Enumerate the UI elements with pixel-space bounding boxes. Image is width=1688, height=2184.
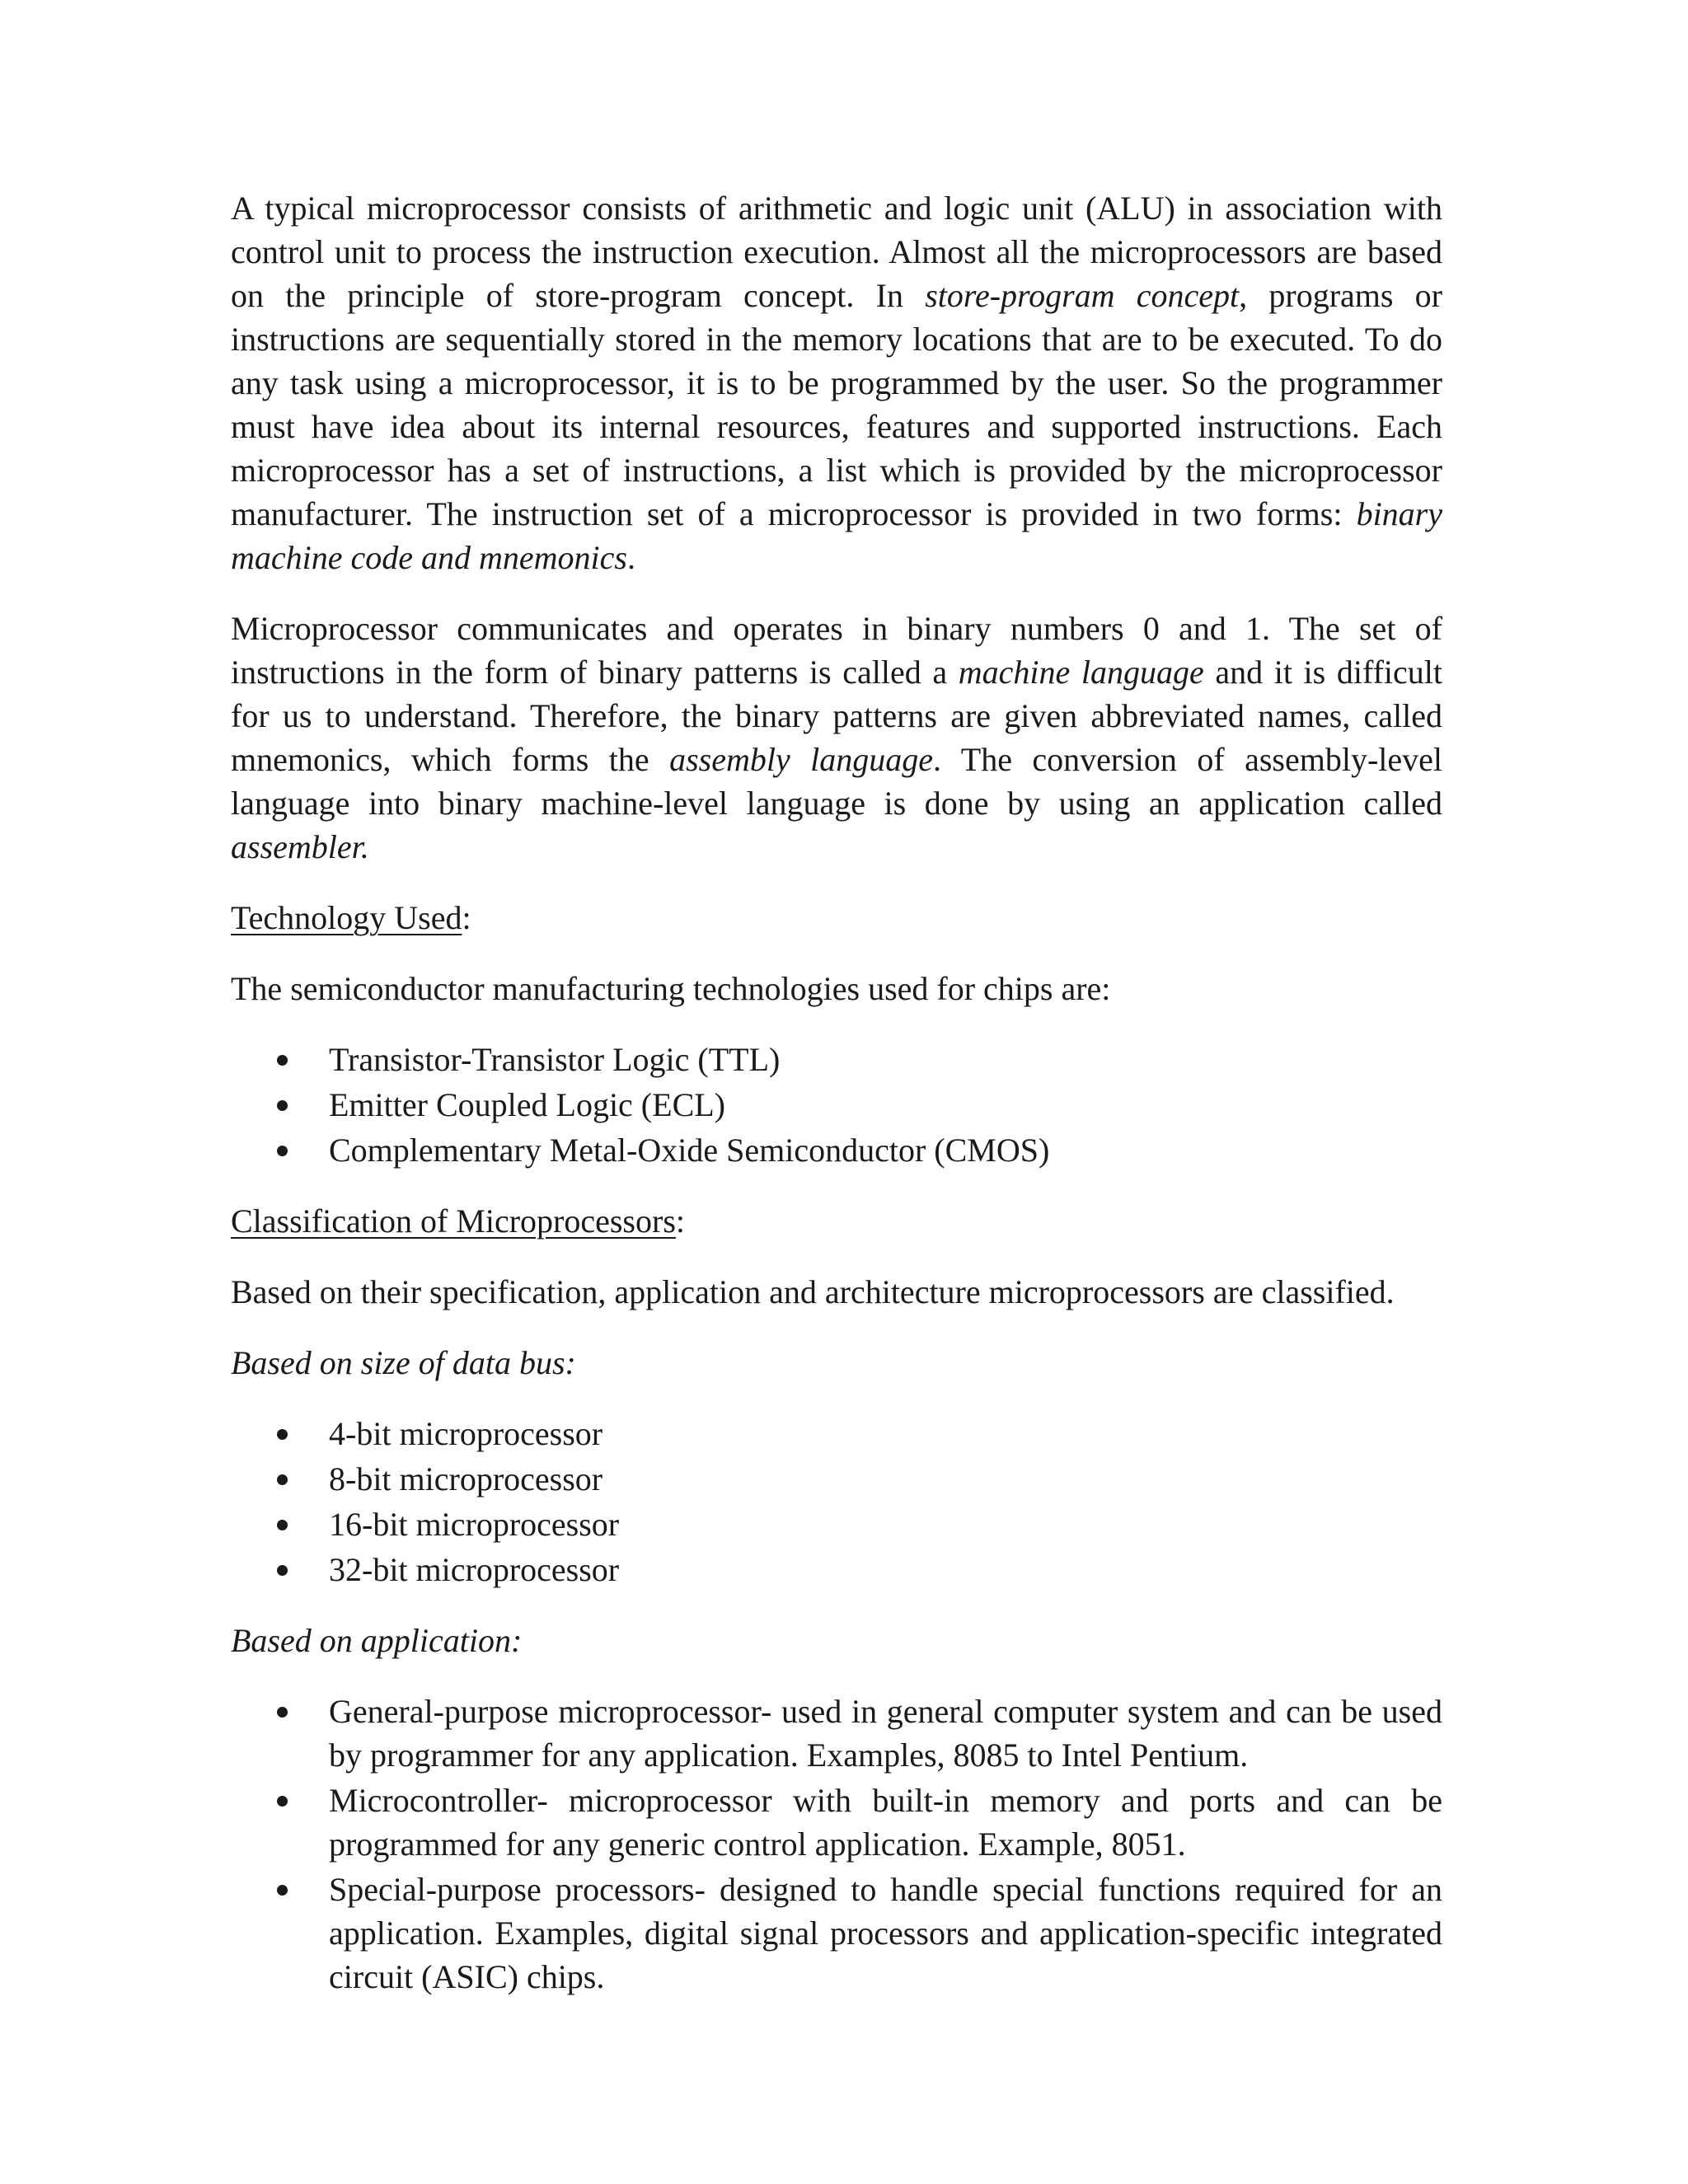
italic-term: machine language — [958, 654, 1204, 691]
italic-term: assembler. — [231, 828, 369, 865]
bullet-icon — [277, 1707, 288, 1718]
list-item — [231, 1083, 1442, 1127]
application-subheading: Based on application: — [231, 1622, 523, 1659]
italic-term: binary machine code and mnemonics — [231, 495, 1442, 576]
list-item-text: 16-bit microprocessor — [329, 1506, 620, 1543]
list-item — [231, 1412, 1442, 1455]
text-run: and it is difficult for us to understand. Therefore, the binary patterns are given abbreviated names, called mnemonics, which forms the — [231, 654, 1442, 778]
list-item — [231, 1502, 1442, 1546]
heading-colon: : — [462, 899, 471, 936]
list-item-text: Emitter Coupled Logic (ECL) — [329, 1086, 725, 1123]
text-run: . The conversion of assembly-level language into binary machine-level language is done by using an application called — [231, 741, 1442, 822]
bullet-icon — [277, 1146, 288, 1156]
italic-term: store-program concept — [925, 277, 1240, 314]
text-run: A typical microprocessor consists of arithmetic and logic unit (ALU) in association with control unit to process the instruction execution. Almost all the microprocessors are based on the principle of store-program concept. In — [231, 190, 1442, 314]
intro-paragraph-1 — [231, 186, 1442, 579]
list-item-text: General-purpose microprocessor- used in general computer system and can be used by programmer for any application. Examples, 8085 to Intel Pentium. — [329, 1693, 1442, 1774]
bullet-icon — [277, 1885, 288, 1896]
list-item-text: 4-bit microprocessor — [329, 1415, 603, 1452]
list-item — [231, 1038, 1442, 1081]
intro-paragraph-2 — [231, 607, 1442, 869]
text-run: , programs or instructions are sequentially stored in the memory locations that are to be executed. To do any task using a microprocessor, it is to be programmed by the user. So the programmer must have idea about its internal resources, features and supported instructions. Each microprocessor has a set of instructions, a list which is provided by the microprocessor manufacturer. The instruction set of a microprocessor is provided in two forms: — [231, 277, 1442, 532]
bullet-icon — [277, 1055, 288, 1066]
italic-term: assembly language — [669, 741, 934, 778]
list-item-text: Complementary Metal-Oxide Semiconductor (CMOS) — [329, 1132, 1050, 1169]
text-run: . — [626, 539, 635, 576]
application-list — [231, 1690, 1442, 1999]
list-item-text: Special-purpose processors- designed to handle special functions required for an application. Examples, digital signal processors and application-specific integrated circuit (ASIC) chips. — [329, 1871, 1442, 1995]
classification-lead: Based on their specification, application and architecture microprocessors are classified. — [231, 1273, 1395, 1310]
list-item-text: 8-bit microprocessor — [329, 1460, 603, 1497]
list-item — [231, 1779, 1442, 1866]
technology-heading — [231, 896, 1442, 940]
text-run: Microprocessor communicates and operates in binary numbers 0 and 1. The set of instructions in the form of binary patterns is called a — [231, 610, 1442, 691]
bullet-icon — [277, 1520, 288, 1530]
bullet-icon — [277, 1429, 288, 1440]
list-item — [231, 1868, 1442, 1999]
technology-list — [231, 1038, 1442, 1172]
list-item-text: 32-bit microprocessor — [329, 1551, 620, 1588]
bullet-icon — [277, 1474, 288, 1485]
classification-heading — [231, 1199, 1442, 1243]
bullet-icon — [277, 1565, 288, 1576]
heading-colon: : — [675, 1202, 686, 1240]
technology-lead: The semiconductor manufacturing technologies used for chips are: — [231, 970, 1111, 1007]
list-item-text: Microcontroller- microprocessor with built-in memory and ports and can be programmed for any generic control application. Example, 8051. — [329, 1782, 1442, 1863]
bullet-icon — [277, 1100, 288, 1111]
data-bus-subheading: Based on size of data bus: — [231, 1344, 576, 1381]
classification-heading-text: Classification of Microprocessors — [231, 1202, 676, 1240]
list-item — [231, 1548, 1442, 1591]
list-item — [231, 1690, 1442, 1777]
technology-heading-text: Technology Used — [231, 899, 462, 936]
document-page — [231, 186, 1442, 2026]
list-item — [231, 1128, 1442, 1172]
bullet-icon — [277, 1796, 288, 1807]
list-item-text: Transistor-Transistor Logic (TTL) — [329, 1041, 781, 1078]
list-item — [231, 1457, 1442, 1501]
data-bus-list — [231, 1412, 1442, 1591]
